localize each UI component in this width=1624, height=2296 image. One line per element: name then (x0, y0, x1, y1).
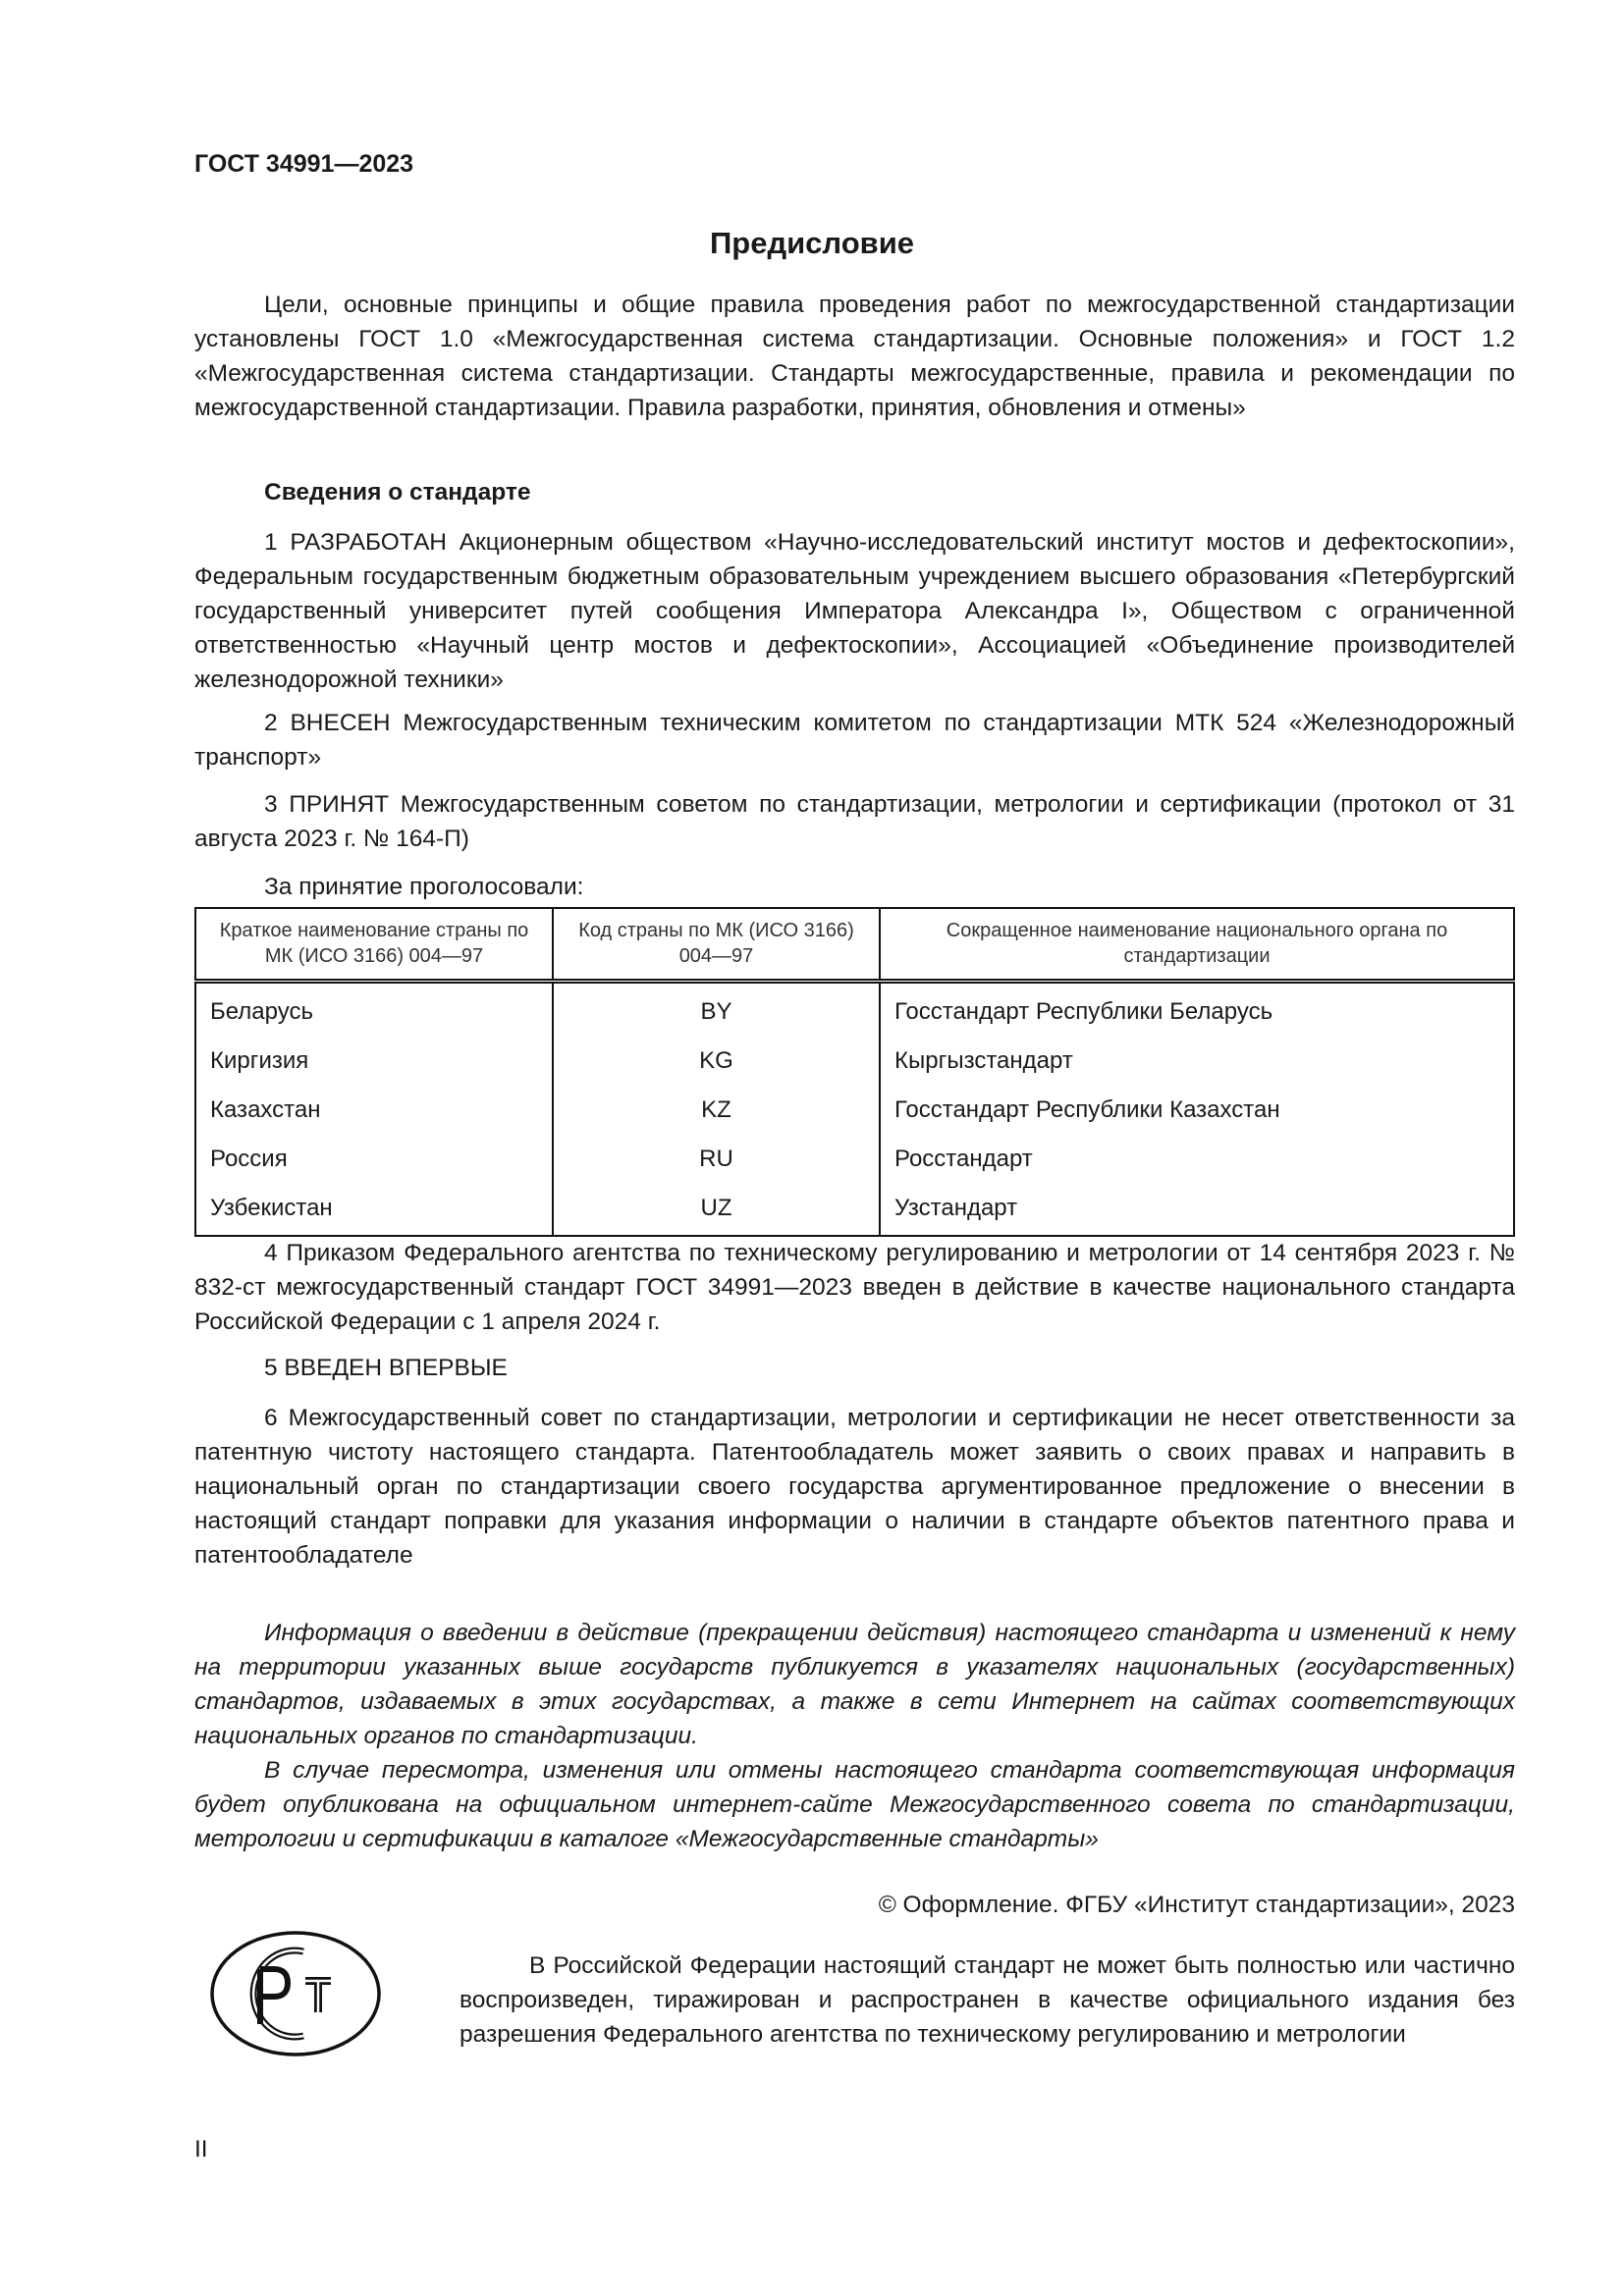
italic-note-revision: В случае пересмотра, изменения или отмены настоящего стандарта соответствующая информация будет опубликована на официальном интернет-сайте Межгосударственного совета по стандартизации, метрологии и сертификации в каталоге «Межгосударственные стандарты» (194, 1757, 1515, 1852)
item-submitted: 2 ВНЕСЕН Межгосударственным техническим комитетом по стандартизации МТК 524 «Железнодорожный транспорт» (194, 710, 1515, 771)
rst-logo (209, 1930, 382, 2067)
country-cell: Узбекистан (195, 1184, 553, 1236)
vote-label: За принятие проголосовали: (264, 874, 584, 900)
code-cell: RU (553, 1135, 880, 1184)
italic-note-info: Информация о введении в действие (прекращении действия) настоящего стандарта и изменений к нему на территории указанных выше государств публикуется в указателях национальных (государственных) стандартов, издаваемых в этих государствах, а также в сети Интернет на сайтах соответствующих национальных органов по стандартизации. (194, 1620, 1515, 1749)
page-number: II (194, 2136, 208, 2163)
table-row (195, 1135, 1514, 1184)
item-patent: 6 Межгосударственный совет по стандартизации, метрологии и сертификации не несет ответственности за патентную чистоту настоящего стандарта. Патентообладатель может заявить о своих правах и направить в национальный орган по стандартизации своего государства аргументированное предложение о внесении в настоящий стандарт поправки для указания информации о наличии в стандарте объектов патентного права и патентообладателе (194, 1405, 1515, 1569)
item-developed: 1 РАЗРАБОТАН Акционерным обществом «Научно-исследовательский институт мостов и дефектоскопии», Федеральным государственным бюджетным образовательным учреждением высшего образования «Петербургский государственный университет путей сообщения Императора Александра I», Обществом с ограниченной ответственностью «Научный центр мостов и дефектоскопии», Ассоциацией «Объединение производителей железнодорожной техники» (194, 529, 1515, 693)
column-header-country: Краткое наименование страны по МК (ИСО 3166) 004—97 (195, 908, 553, 982)
item-first-introduced: 5 ВВЕДЕН ВПЕРВЫЕ (264, 1355, 508, 1381)
table-row (195, 1086, 1514, 1135)
body-cell: Госстандарт Республики Казахстан (894, 1096, 1280, 1123)
column-header-body: Сокращенное наименование национального органа по стандартизации (880, 908, 1514, 982)
code-cell: KZ (553, 1086, 880, 1135)
country-cell: Россия (195, 1135, 553, 1184)
body-cell: Госстандарт Республики Беларусь (894, 998, 1273, 1025)
code-cell: BY (553, 982, 880, 1038)
intro-paragraph: Цели, основные принципы и общие правила проведения работ по межгосударственной стандартизации установлены ГОСТ 1.0 «Межгосударственная система стандартизации. Основные положения» и ГОСТ 1.2 «Межгосударственная система стандартизации. Стандарты межгосударственные, правила и рекомендации по межгосударственной стандартизации. Правила разработки, принятия, обновления и отмены» (194, 292, 1515, 421)
code-cell: KG (553, 1037, 880, 1086)
country-cell: Киргизия (195, 1037, 553, 1086)
body-cell: Росстандарт (894, 1146, 1033, 1172)
country-cell: Казахстан (195, 1086, 553, 1135)
body-cell: Узстандарт (894, 1195, 1018, 1221)
voting-table (194, 907, 1515, 1237)
item-enacted: 4 Приказом Федерального агентства по техническому регулированию и метрологии от 14 сентября 2023 г. № 832-ст межгосударственный стандарт ГОСТ 34991—2023 введен в действие в качестве национального стандарта Российской Федерации с 1 апреля 2024 г. (194, 1240, 1515, 1335)
copyright: © Оформление. ФГБУ «Институт стандартизации», 2023 (878, 1892, 1515, 1918)
reproduction-notice: В Российской Федерации настоящий стандарт не может быть полностью или частично воспроизведен, тиражирован и распространен в качестве официального издания без разрешения Федерального агентства по техническому регулированию и метрологии (460, 1952, 1515, 2048)
item-adopted: 3 ПРИНЯТ Межгосударственным советом по стандартизации, метрологии и сертификации (протокол от 31 августа 2023 г. № 164-П) (194, 791, 1515, 852)
table-header-row (195, 908, 1514, 982)
page-title: Предисловие (709, 226, 914, 260)
table-row (195, 1037, 1514, 1086)
table-row (195, 1184, 1514, 1236)
document-id: ГОСТ 34991—2023 (194, 150, 414, 178)
country-cell: Беларусь (195, 982, 553, 1038)
code-cell: UZ (553, 1184, 880, 1236)
column-header-code: Код страны по МК (ИСО 3166) 004—97 (553, 908, 880, 982)
table-row (195, 982, 1514, 1038)
body-cell: Кыргызстандарт (894, 1047, 1073, 1074)
section-heading: Сведения о стандарте (264, 479, 531, 506)
